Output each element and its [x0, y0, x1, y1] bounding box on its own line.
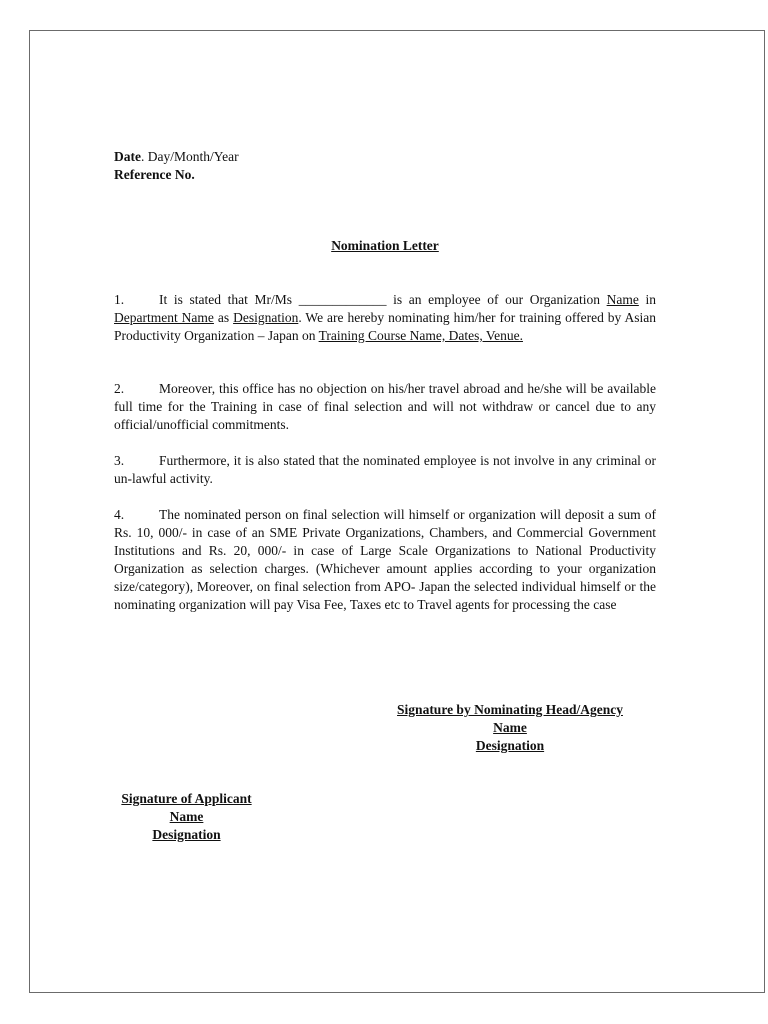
- paragraph-number: 4.: [114, 507, 125, 522]
- signature-applicant-label: Signature of Applicant: [121, 791, 252, 806]
- name-blank: _____________: [298, 292, 387, 307]
- date-value: . Day/Month/Year: [141, 149, 239, 164]
- paragraph-number: 3.: [114, 453, 125, 468]
- paragraph-text: is an employee of our Organization: [386, 292, 607, 307]
- paragraph-4: [114, 506, 656, 614]
- paragraph-1: [114, 291, 656, 345]
- paragraph-number: 1.: [114, 292, 125, 307]
- paragraph-text: Furthermore, it is also stated that the nominated employee is not involve in any criminal or un-lawful activity.: [114, 453, 656, 486]
- paragraph-2: [114, 380, 656, 434]
- signature-head-label: Signature by Nominating Head/Agency: [397, 702, 623, 717]
- paragraph-text: The nominated person on final selection will himself or organization will deposit a sum of Rs. 10, 000/- in case of an SME Private Organizations, Chambers, and Commercial Government Institutions and Rs. 20, 000/- in case of Large Scale Organizations to National Productivity Organization as selection charges. (Whichever amount applies according to your organization size/category), Moreover, on final selection from APO- Japan the selected individual himself or the nominating organization will pay Visa Fee, Taxes etc to Travel agents for processing the case: [114, 507, 656, 612]
- nominating-head-signature-block: [384, 701, 636, 755]
- signature-head-designation: Designation: [475, 738, 545, 753]
- reference-label: Reference No.: [114, 167, 195, 182]
- date-line: [114, 148, 239, 166]
- paragraph-text: Moreover, this office has no objection on his/her travel abroad and he/she will be available full time for the Training in case of final selection and will not withdraw or cancel due to any official/unofficial commitments.: [114, 381, 656, 432]
- paragraph-text: as: [213, 310, 234, 325]
- applicant-signature-block: [114, 790, 259, 844]
- signature-applicant-name: Name: [169, 809, 204, 824]
- organization-name-placeholder: Name: [606, 292, 639, 307]
- letter-title: Nomination Letter: [331, 238, 439, 253]
- paragraph-text: . We are hereby nominating him/her for training offered by Asian Productivity Organization – Japan on: [114, 310, 657, 343]
- designation-placeholder: Designation: [233, 310, 299, 325]
- paragraph-3: [114, 452, 656, 488]
- course-details-placeholder: Training Course Name, Dates, Venue.: [318, 328, 523, 343]
- date-label: Date: [114, 149, 141, 164]
- paragraph-text: It is stated that Mr/Ms: [159, 292, 299, 307]
- document-page: [29, 30, 765, 993]
- department-name-placeholder: Department Name: [114, 310, 214, 325]
- signature-head-name: Name: [493, 720, 527, 735]
- date-reference-block: [114, 148, 239, 184]
- signature-applicant-designation: Designation: [152, 827, 221, 842]
- paragraph-number: 2.: [114, 381, 125, 396]
- reference-line: [114, 166, 239, 184]
- paragraph-text: in: [638, 292, 656, 307]
